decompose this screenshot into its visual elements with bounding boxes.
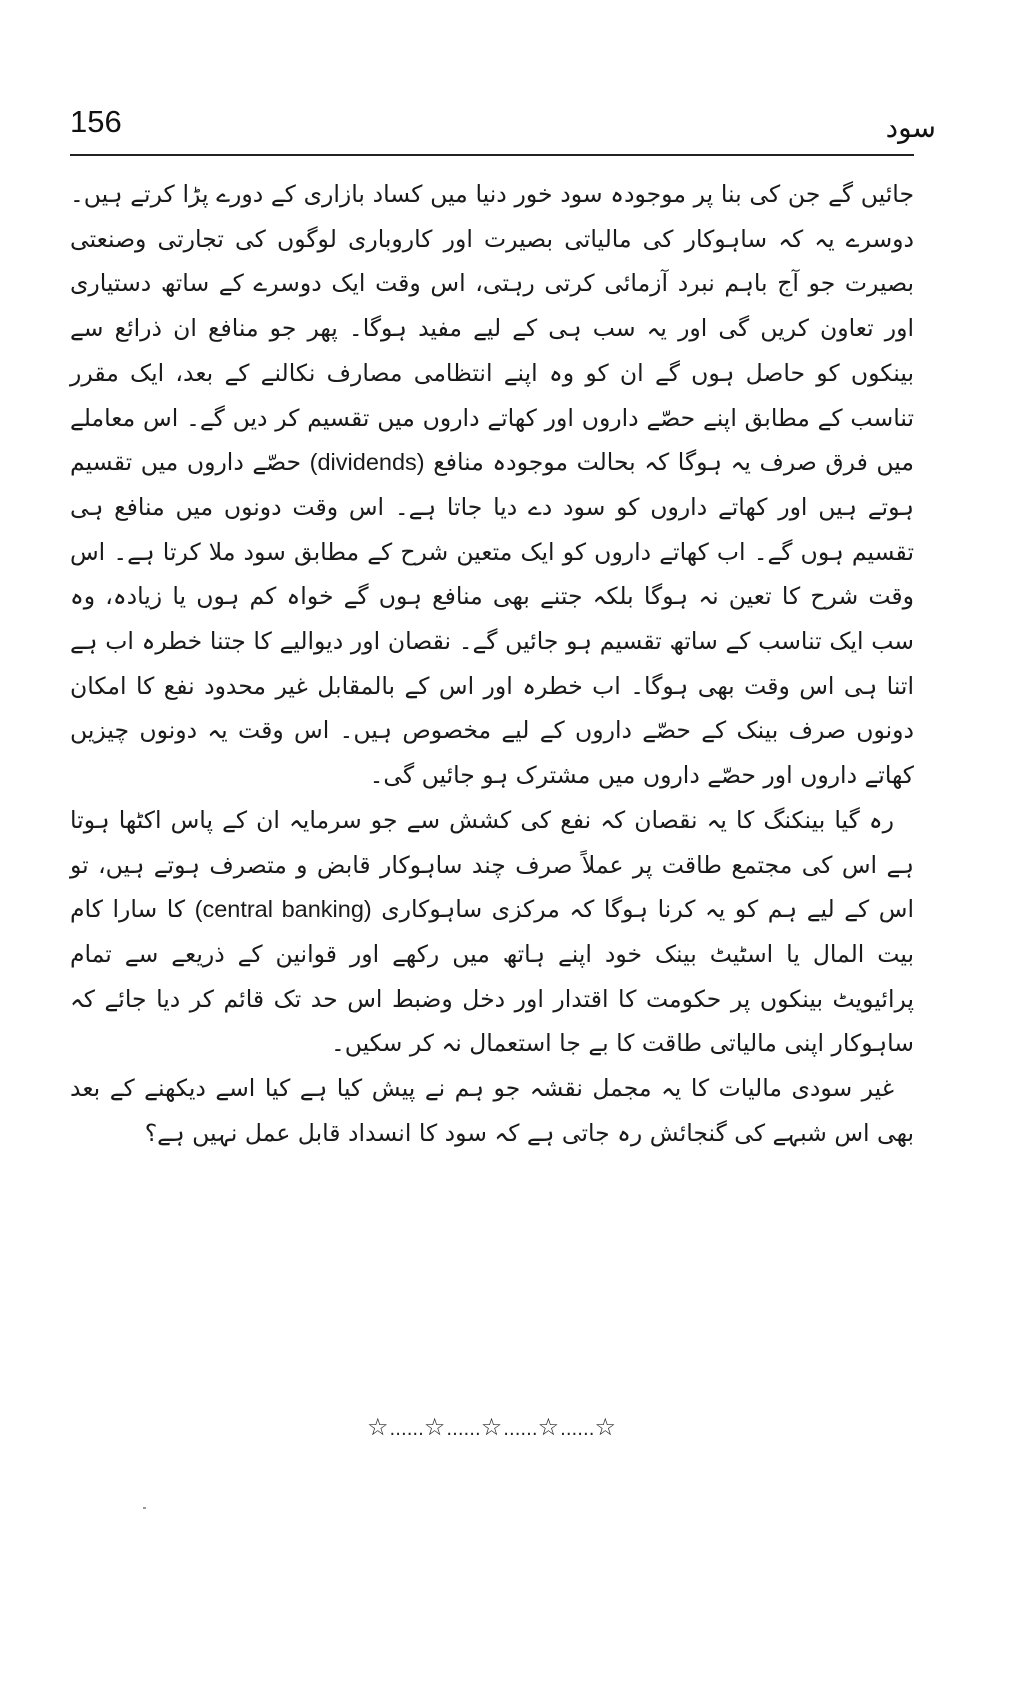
ornament-dots: ......	[560, 1419, 595, 1440]
page-number: 156	[70, 104, 122, 139]
paragraph-1	[70, 172, 914, 798]
star-icon: ☆	[423, 1413, 447, 1441]
star-icon: ☆	[367, 1413, 390, 1441]
paragraph-3-text: غیر سودی مالیات کا یہ مجمل نقشہ جو ہم نے پیش کیا ہے کیا اسے دیکھنے کے بعد بھی اس شبہے کی گنجائش رہ جاتی ہے کہ سود کا انسداد قابل عمل نہیں ہے؟	[70, 1074, 914, 1147]
section-end-ornament	[70, 1410, 914, 1447]
running-title: سود	[885, 111, 936, 144]
ornament-dots: ......	[389, 1419, 424, 1440]
paragraph-2-text-b: کا سارا کام بیت المال یا اسٹیٹ بینک خود اپنے ہاتھ میں رکھے اور قوانین کے ذریعے سے تمام پرائیویٹ بینکوں پر حکومت کا اقتدار اور دخل وضبط اس حد تک قائم کر دیا جائے کہ ساہوکار اپنی مالیاتی طاقت کا بے جا استعمال نہ کر سکیں۔	[70, 895, 914, 1058]
header-rule	[70, 154, 914, 156]
star-icon: ☆	[594, 1413, 617, 1441]
body-text	[70, 172, 914, 1155]
ornament-dots: ......	[446, 1419, 481, 1440]
paragraph-2	[70, 798, 914, 1066]
term-central-banking: (central banking)	[194, 896, 372, 923]
star-icon: ☆	[537, 1413, 561, 1441]
paragraph-1-text-a: جائیں گے جن کی بنا پر موجودہ سود خور دنیا میں کساد بازاری کے دورے پڑا کرتے ہیں۔ دوسرے یہ کہ ساہوکار کی مالیاتی بصیرت اور کاروباری لوگوں کی تجارتی وصنعتی بصیرت جو آج باہم نبرد آزمائی کرتی رہتی، اس وقت ایک دوسرے کے ساتھ دستیاری اور تعاون کریں گی اور یہ سب ہی کے لیے مفید ہوگا۔ پھر جو منافع ان ذرائع سے بینکوں کو حاصل ہوں گے ان کو وہ اپنے انتظامی مصارف نکالنے کے بعد، ایک مقرر تناسب کے مطابق اپنے حصّے داروں اور کھاتے داروں میں تقسیم کر دیں گے۔ اس معاملے میں فرق صرف یہ ہوگا کہ بحالت موجودہ منافع	[70, 180, 914, 477]
star-icon: ☆	[480, 1413, 504, 1441]
scan-speck	[143, 1507, 146, 1509]
ornament-dots: ......	[503, 1419, 538, 1440]
paragraph-2-text-a: رہ گیا بینکنگ کا یہ نقصان کہ نفع کی کشش سے جو سرمایہ ان کے پاس اکٹھا ہوتا ہے اس کی مجتمع طاقت پر عملاً صرف چند ساہوکار قابض و متصرف ہوتے ہیں، تو اس کے لیے ہم کو یہ کرنا ہوگا کہ مرکزی ساہوکاری	[70, 805, 914, 924]
term-dividends: (dividends)	[309, 449, 425, 476]
paragraph-1-text-b: حصّے داروں میں تقسیم ہوتے ہیں اور کھاتے داروں کو سود دے دیا جاتا ہے۔ اس وقت دونوں میں منافع ہی تقسیم ہوں گے۔ اب کھاتے داروں کو ایک متعین شرح کے مطابق سود ملا کرتا ہے۔ اس وقت شرح کا تعین نہ ہوگا بلکہ جتنے بھی منافع ہوں گے خواہ کم ہوں یا زیادہ، وہ سب ایک تناسب کے ساتھ تقسیم ہو جائیں گے۔ نقصان اور دیوالیے کا جتنا خطرہ اب ہے اتنا ہی اس وقت بھی ہوگا۔ اب خطرہ اور اس کے بالمقابل غیر محدود نفع کا امکان دونوں صرف بینک کے حصّے داروں کے لیے مخصوص ہیں۔ اس وقت یہ دونوں چیزیں کھاتے داروں اور حصّے داروں میں مشترک ہو جائیں گی۔	[70, 448, 914, 790]
paragraph-3	[70, 1066, 914, 1155]
